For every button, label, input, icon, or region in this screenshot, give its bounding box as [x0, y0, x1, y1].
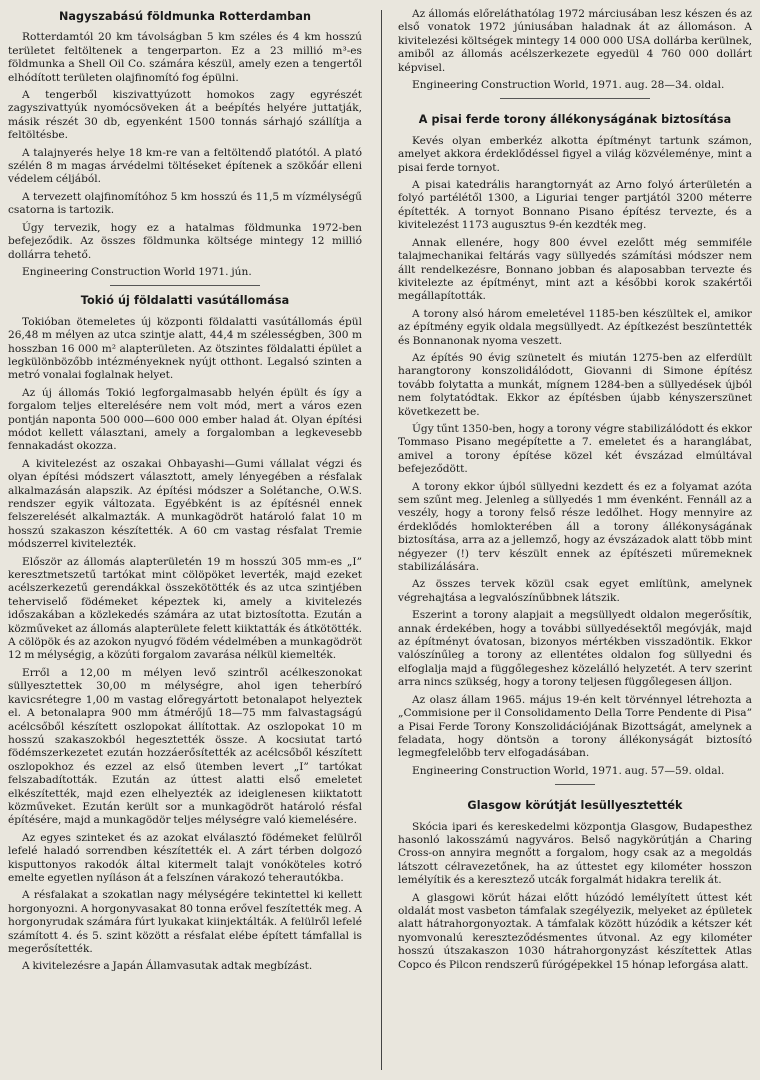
section-divider [500, 98, 650, 99]
article-title: A pisai ferde torony állékonyságának biztosítása [418, 113, 732, 127]
paragraph: A tervezett olajfinomítóhoz 5 km hosszú és 11,5 m vízmélységű csatorna is tartozik. [8, 190, 362, 217]
paragraph: Skócia ipari és kereskedelmi központja Glasgow, Budapesthez hasonló lakosszámú nagyváros. Belső nagykörútján a Charing Cross-on annyira megnőtt a forgalom, hogy csak az a megoldás látszott célravezetőnek, ha az úttestet egy kilométer hosszon lemélyítik és a keresztező utcák forgalmát hidakra terelik át. [398, 820, 752, 887]
section-divider [110, 285, 260, 286]
paragraph: Tokióban ötemeletes új központi földalatti vasútállomás épül 26,48 m mélyen az utca szintje alatt, 44,4 m szélességben, 300 m hosszban 16 000 m² alapterületen. Az ötszintes földalatti épület a legkülönbözőbb intézményeknek nyújt otthont. Legalsó szinten a metró vonalai foglalnak helyet. [8, 315, 362, 382]
source-citation: Engineering Construction World, 1971. aug. 28—34. oldal. [412, 79, 725, 92]
paragraph: A tengerből kiszivattyúzott homokos zagy egyrészét zagyszivattyúk nyomócsöveken át a beépítés helyére juttatják, másik részét 30 db, egyenként 1500 tonnás sárhajó szállítja a feltöltésbe. [8, 89, 362, 142]
paragraph: A kivitelezésre a Japán Államvasutak adtak megbízást. [22, 960, 313, 973]
paragraph: A torony ekkor újból süllyedni kezdett és ez a folyamat azóta sem szűnt meg. Jelenleg a süllyedés 1 mm évenként. Fennáll az a veszély, hogy a torony felső része ledőlhet. Hogy mennyire az érdeklődés homlokterében áll a torony állékonyságának biztosítása, arra az a jellemző, hogy az évszázadok alatt több mint négyezer (!) terv készült ennek az építészeti műremeknek stabilizálására. [398, 480, 752, 574]
article-title: Tokió új földalatti vasútállomása [80, 294, 290, 308]
paragraph: Annak ellenére, hogy 800 évvel ezelőtt még semmiféle talajmechanikai feltárás vagy süllyedés számítási módszer nem állt rendelkezésre, Bonnano jobban és alaposabban tervezte és kivitelezte az építményt, mint azt a későbbi korok szakértői megállapították. [398, 236, 752, 303]
column-divider [381, 10, 382, 1070]
paragraph: Az új állomás Tokió legforgalmasabb helyén épült és így a forgalom teljes elterelésére nem volt mód, mert a város ezen pontján naponta 500 000—600 000 ember halad át. Olyan építési módot kellett választani, amely a forgalomban a legkevesebb fennakadást okozza. [8, 386, 362, 453]
left-column [8, 8, 362, 978]
paragraph: A talajnyerés helye 18 km-re van a feltöltendő platótól. A plató szélén 8 m magas árvédelmi töltéseket építenek a szökőár elleni védelem céljából. [8, 146, 362, 186]
paragraph: Először az állomás alapterületén 19 m hosszú 305 mm-es „I” keresztmetszetű tartókat mint cölöpöket leverték, majd ezeket acélszerkezetű gerendákkal összekötötték és az utca szintjében teherviselő födémeket képeztek ki, amely a kivitelezés időszakában a közlekedés számára az utat biztosította. Ezután a közműveket az állomás alapterülete felett kiiktatták és átkötötték. A cölöpök és az azokon nyugvó födém védelmében a munkagödröt 12 m mélységig, a közúti forgalom zavarása nélkül kiemelték. [8, 555, 362, 662]
paragraph: Az építés 90 évig szünetelt és miután 1275-ben az elferdült harangtorony konszolidálódott, Giovanni di Simone építész tovább folytatta a munkát, mígnem 1284-ben a süllyedések újból nem folytatódtak. Ekkor az építésben újabb kényszerszünet következett be. [398, 351, 752, 418]
section-divider [555, 784, 595, 785]
paragraph: Kevés olyan emberkéz alkotta építményt tartunk számon, amelyet akkora érdeklődéssel figyel a világ közvéleménye, mint a pisai ferde tornyot. [398, 134, 752, 174]
paragraph: Rotterdamtól 20 km távolságban 5 km széles és 4 km hosszú területet feltöltenek a tengerparton. Ez a 23 millió m³-es földmunka a Shell Oil Co. számára készül, amely ezen a tengertől elhódított területen olajfinomító fog épülni. [8, 31, 362, 84]
paragraph: A kivitelezést az oszakai Ohbayashi—Gumi vállalat végzi és olyan építési módszert választott, amely lényegében a résfalak alkalmazásán alapszik. Az építési módszer a Solétanche, O.W.S. rendszer egyik változata. Egyébként is az építésnél ennek felszerelését alkalmazták. A munkagödröt határoló falat 10 m hosszú szakaszon készítették. A 60 cm vastag résfalat Tremie módszerrel kivitelezték. [8, 457, 362, 551]
paragraph: A résfalakat a szokatlan nagy mélységére tekintettel ki kellett horgonyozni. A horgonyvasakat 80 tonna erővel feszítették meg. A horgonyrudak számára fúrt lyukakat kiinjektálták. A felülről lefelé számított 4. és 5. szint között a résfalat elébe épített támfallal is megerősítették. [8, 889, 362, 955]
article-title: Nagyszabású földmunka Rotterdamban [58, 10, 312, 23]
source-citation: Engineering Construction World, 1971. aug. 57—59. oldal. [412, 764, 725, 777]
paragraph: Az egyes szinteket és az azokat elválasztó födémeket felülről lefelé haladó sorrendben készítették el. A zárt térben dolgozó kisputtonyos rakodók által kitermelt talajt vonóköteles kotró emelte egyetlen nyíláson át a felszínen várakozó teherautókba. [8, 831, 362, 884]
paragraph: Úgy tűnt 1350-ben, hogy a torony végre stabilizálódott és ekkor Tommaso Pisano megépítette a 7. emeletet és a haranglábat, amivel a torony építése közel két évszázad elmúltával befejeződött. [398, 422, 752, 476]
paragraph: Az olasz állam 1965. május 19-én kelt törvénnyel létrehozta a „Commisione per il Consolidamento Della Torre Pendente di Pisa” a Pisai Ferde Torony Konszolidációjának Bizottságát, amelynek a feladata, hogy döntsön a torony állékonyságát biztosító legmegfelelőbb terv elfogadásában. [398, 693, 752, 760]
paragraph: Úgy tervezik, hogy ez a hatalmas földmunka 1972-ben befejeződik. Az összes földmunka költsége mintegy 12 millió dollárra tehető. [8, 221, 362, 261]
paragraph: A torony alsó három emeletével 1185-ben készültek el, amikor az építmény egyik oldala megsüllyedt. Az építkezést beszüntették és Bonnanonak nyoma veszett. [398, 307, 752, 347]
source-citation: Engineering Construction World 1971. jún. [22, 265, 252, 278]
paragraph: Eszerint a torony alapjait a megsüllyedt oldalon megerősítik, annak érdekében, hogy a további süllyedésektől megóvják, majd az építményt óvatosan, bizonyos mértékben visszadöntik. Ekkor valószínűleg a torony az ellentétes oldalon fog süllyedni és elfoglalja majd a függőlegeshez közelálló helyzetét. A terv szerint arra nincs szükség, hogy a torony teljesen függőlegesen álljon. [398, 609, 752, 689]
paragraph: A glasgowi körút házai előtt húzódó lemélyített úttest két oldalát most vasbeton támfalak szegélyezik, melyeket az épületek alatt hátrahorgonyoztak. A támfalak között húzódik a kétszer két nyomvonalú kereszteződésmentes útvonal. Az egy kilométer hosszú útszakaszon 1030 hátrahorgonyzást készítettek Atlas Copco és Pilcon rendszerű fúrógépekkel 15 hónap leforgása alatt. [398, 891, 752, 971]
right-column [398, 8, 752, 976]
paragraph: A pisai katedrális harangtornyát az Arno folyó árterületén a folyó partélétől 1300, a Liguriai tenger partjától 3200 méterre építették. A tornyot Bonnano Pisano építész tervezte, és a kivitelezést 1173 augusztus 9-én kezdték meg. [398, 179, 752, 232]
paragraph: Az összes tervek közül csak egyet említünk, amelynek végrehajtása a legvalószínűbbnek látszik. [398, 578, 752, 604]
article-title: Glasgow körútját lesüllyesztették [467, 799, 683, 813]
paragraph: Erről a 12,00 m mélyen levő szintről acélkeszonokat süllyesztettek 30,00 m mélységre, ahol igen teherbíró kavicsrétegre 1,00 m vastag előregyártott betonalapot helyeztek el. A betonalapra 900 mm átmérőjű 18—75 mm falvastagságú acélcsőből készített oszlopokat állítottak. Az oszlopokat 10 m hosszú szakaszokból hegesztették össze. A kocsiutat tartó födémszerkezetet ezután hozzáerősítették az acélcsőből készített oszlopokhoz és ezzel az első ütemben levert „I” tartókat felszabadították. Ezután az úttest alatti első emeletet elkészítették, majd ezen elhelyezték az ideiglenesen kiiktatott közműveket. Ezután került sor a munkagödröt határoló résfal építésére, majd a munkagödör teljes mélységre való kiemelésére. [8, 666, 362, 827]
paragraph: Az állomás előreláthatólag 1972 márciusában lesz készen és az első vonatok 1972 júniusában haladnak át az állomáson. A kivitelezési költségek mintegy 14 000 000 USA dollárba kerülnek, amiből az állomás acélszerkezete egyedül 4 760 000 dollárt képvisel. [398, 8, 752, 74]
